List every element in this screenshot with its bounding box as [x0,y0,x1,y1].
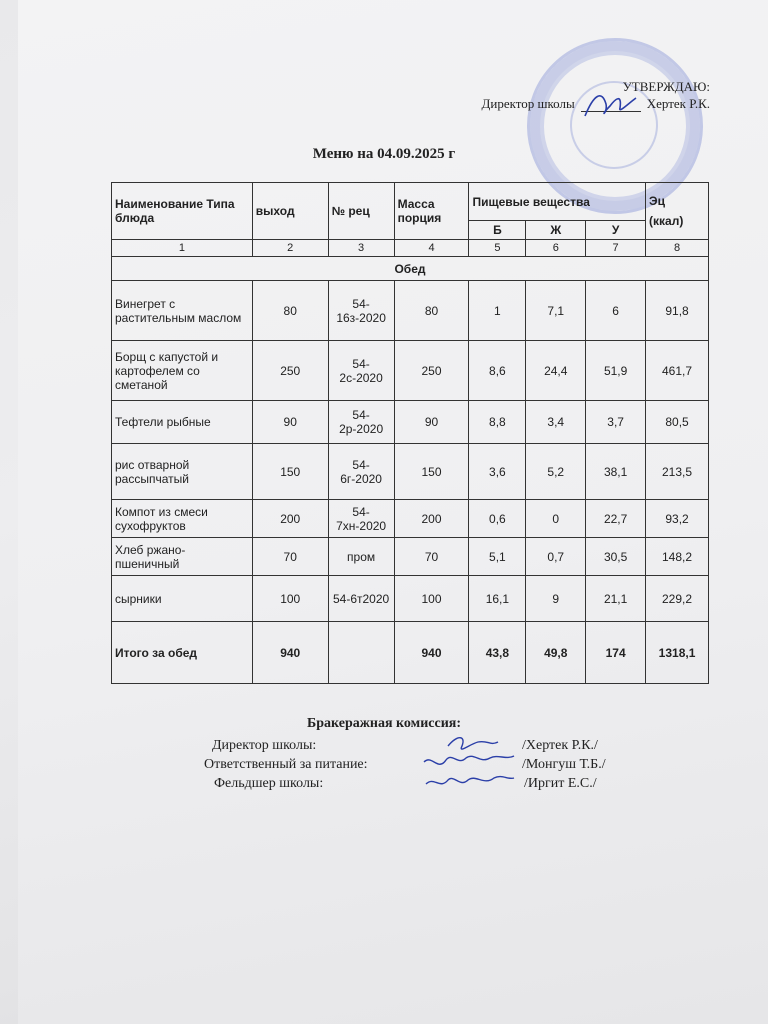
commission-signatures [418,732,518,800]
table-row [112,341,709,401]
dish-zh: 7,1 [526,281,586,341]
commission-name: /Иргит Е.С./ [524,776,597,791]
column-number-row [112,240,709,257]
dish-name: Хлеб ржано-пшеничный [112,538,253,576]
dish-u: 3,7 [586,401,646,444]
commission-role: Ответственный за питание: [204,757,368,772]
total-energy: 1318,1 [646,622,709,684]
dish-u: 30,5 [586,538,646,576]
menu-table [111,182,709,684]
column-number: 5 [469,240,526,257]
dish-b: 1 [469,281,526,341]
dish-name: Винегрет с растительным маслом [112,281,253,341]
total-recipe [328,622,394,684]
section-title: Обед [112,257,709,281]
dish-energy: 80,5 [646,401,709,444]
dish-zh: 3,4 [526,401,586,444]
dish-recipe: 54-6т2020 [328,576,394,622]
total-b: 43,8 [469,622,526,684]
dish-output: 90 [252,401,328,444]
dish-b: 8,6 [469,341,526,401]
column-number: 7 [586,240,646,257]
director-signature [580,84,640,124]
dish-name: сырники [112,576,253,622]
header-row [112,183,709,221]
header-zh: Ж [526,221,586,240]
dish-zh: 0,7 [526,538,586,576]
total-zh: 49,8 [526,622,586,684]
header-b: Б [469,221,526,240]
dish-b: 8,8 [469,401,526,444]
column-number: 1 [112,240,253,257]
dish-u: 21,1 [586,576,646,622]
dish-mass: 80 [394,281,469,341]
dish-b: 5,1 [469,538,526,576]
column-number: 4 [394,240,469,257]
total-name: Итого за обед [112,622,253,684]
dish-output: 150 [252,444,328,500]
dish-zh: 24,4 [526,341,586,401]
table-row [112,401,709,444]
column-number: 8 [646,240,709,257]
table-row [112,281,709,341]
page-title: Меню на 04.09.2025 г [312,146,456,162]
dish-b: 0,6 [469,500,526,538]
dish-output: 80 [252,281,328,341]
header-u: У [586,221,646,240]
dish-u: 51,9 [586,341,646,401]
dish-name: Тефтели рыбные [112,401,253,444]
commission-name: /Монгуш Т.Б./ [522,757,606,772]
dish-mass: 250 [394,341,469,401]
dish-u: 38,1 [586,444,646,500]
dish-u: 6 [586,281,646,341]
total-row [112,622,709,684]
header-recipe: № рец [328,183,394,240]
dish-b: 3,6 [469,444,526,500]
header-nutrients: Пищевые вещества [469,183,646,221]
dish-recipe: 54-16з-2020 [328,281,394,341]
table-row [112,576,709,622]
dish-recipe: пром [328,538,394,576]
dish-energy: 213,5 [646,444,709,500]
dish-recipe: 54-2р-2020 [328,401,394,444]
dish-energy: 148,2 [646,538,709,576]
total-output: 940 [252,622,328,684]
approval-role: Директор школы [481,96,575,111]
commission-name: /Хертек Р.К./ [522,738,598,753]
dish-name: Борщ с капустой и картофелем со сметаной [112,341,253,401]
dish-recipe: 54-6г-2020 [328,444,394,500]
total-u: 174 [586,622,646,684]
header-energy-top: Эц [649,194,665,208]
dish-mass: 90 [394,401,469,444]
total-mass: 940 [394,622,469,684]
dish-output: 70 [252,538,328,576]
dish-output: 250 [252,341,328,401]
table-row [112,500,709,538]
dish-recipe: 54-7хн-2020 [328,500,394,538]
column-number: 6 [526,240,586,257]
commission-role: Фельдшер школы: [214,776,324,791]
table-row [112,444,709,500]
dish-zh: 0 [526,500,586,538]
dish-energy: 93,2 [646,500,709,538]
header-energy-bottom: (ккал) [649,214,684,228]
header-mass: Масса порция [394,183,469,240]
dish-mass: 150 [394,444,469,500]
dish-b: 16,1 [469,576,526,622]
dish-zh: 5,2 [526,444,586,500]
commission-block [0,716,768,732]
column-number: 3 [328,240,394,257]
commission-role: Директор школы: [212,738,317,753]
dish-output: 200 [252,500,328,538]
commission-title: Бракеражная комиссия: [307,716,461,731]
dish-energy: 229,2 [646,576,709,622]
dish-output: 100 [252,576,328,622]
dish-mass: 100 [394,576,469,622]
dish-energy: 461,7 [646,341,709,401]
dish-mass: 70 [394,538,469,576]
dish-energy: 91,8 [646,281,709,341]
header-output: выход [252,183,328,240]
header-energy [646,183,709,240]
table-row [112,538,709,576]
approval-title: УТВЕРЖДАЮ: [622,79,710,94]
approval-name: Хертек Р.К. [646,96,710,111]
header-name: Наименование Типа блюда [112,183,253,240]
dish-zh: 9 [526,576,586,622]
section-row [112,257,709,281]
dish-mass: 200 [394,500,469,538]
dish-name: Компот из смеси сухофруктов [112,500,253,538]
column-number: 2 [252,240,328,257]
dish-u: 22,7 [586,500,646,538]
dish-name: рис отварной рассыпчатый [112,444,253,500]
dish-recipe: 54-2с-2020 [328,341,394,401]
